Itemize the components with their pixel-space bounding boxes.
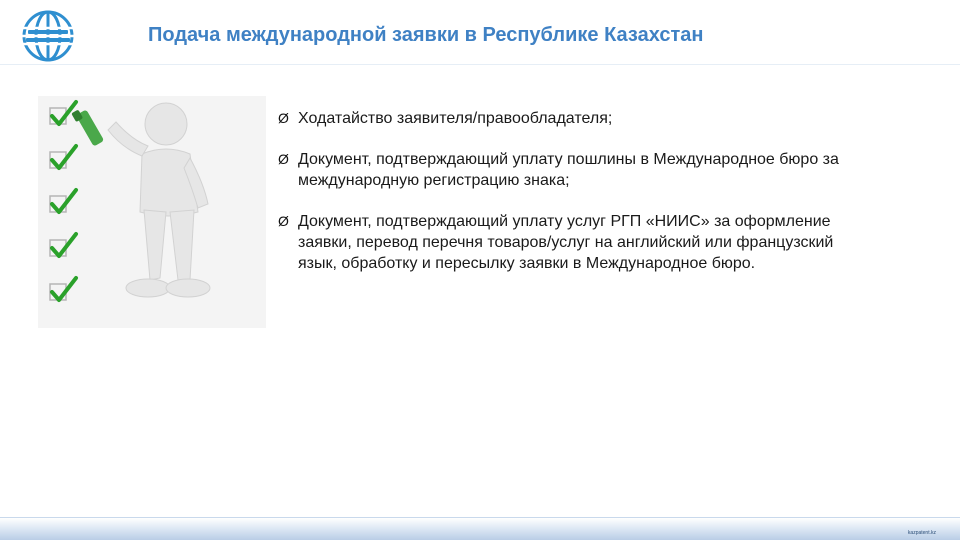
- list-item: [278, 149, 868, 191]
- header-divider: [0, 64, 960, 65]
- arrow-bullet-icon: Ø: [278, 110, 289, 126]
- requirements-list: [278, 108, 868, 294]
- footer-website-link[interactable]: kazpatent.kz: [907, 530, 936, 536]
- arrow-bullet-icon: Ø: [278, 151, 289, 167]
- list-item: [278, 211, 868, 274]
- person-with-marker-checklist-icon: [38, 96, 266, 328]
- arrow-bullet-icon: Ø: [278, 213, 289, 229]
- list-item: [278, 108, 868, 129]
- footer-bar: [0, 518, 960, 540]
- globe-logo-icon: [18, 6, 78, 66]
- page-title: Подача международной заявки в Республике Казахстан: [148, 24, 704, 46]
- list-item-text: Ходатайство заявителя/правообладателя;: [298, 110, 613, 127]
- list-item-text: Документ, подтверждающий уплату услуг РГП «НИИС» за оформление заявки, перевод перечня товаров/услуг на английский или французский язык, обработку и пересылку заявки в Международное бюро.: [298, 213, 834, 272]
- list-item-text: Документ, подтверждающий уплату пошлины в Международное бюро за международную регистрацию знака;: [298, 151, 839, 189]
